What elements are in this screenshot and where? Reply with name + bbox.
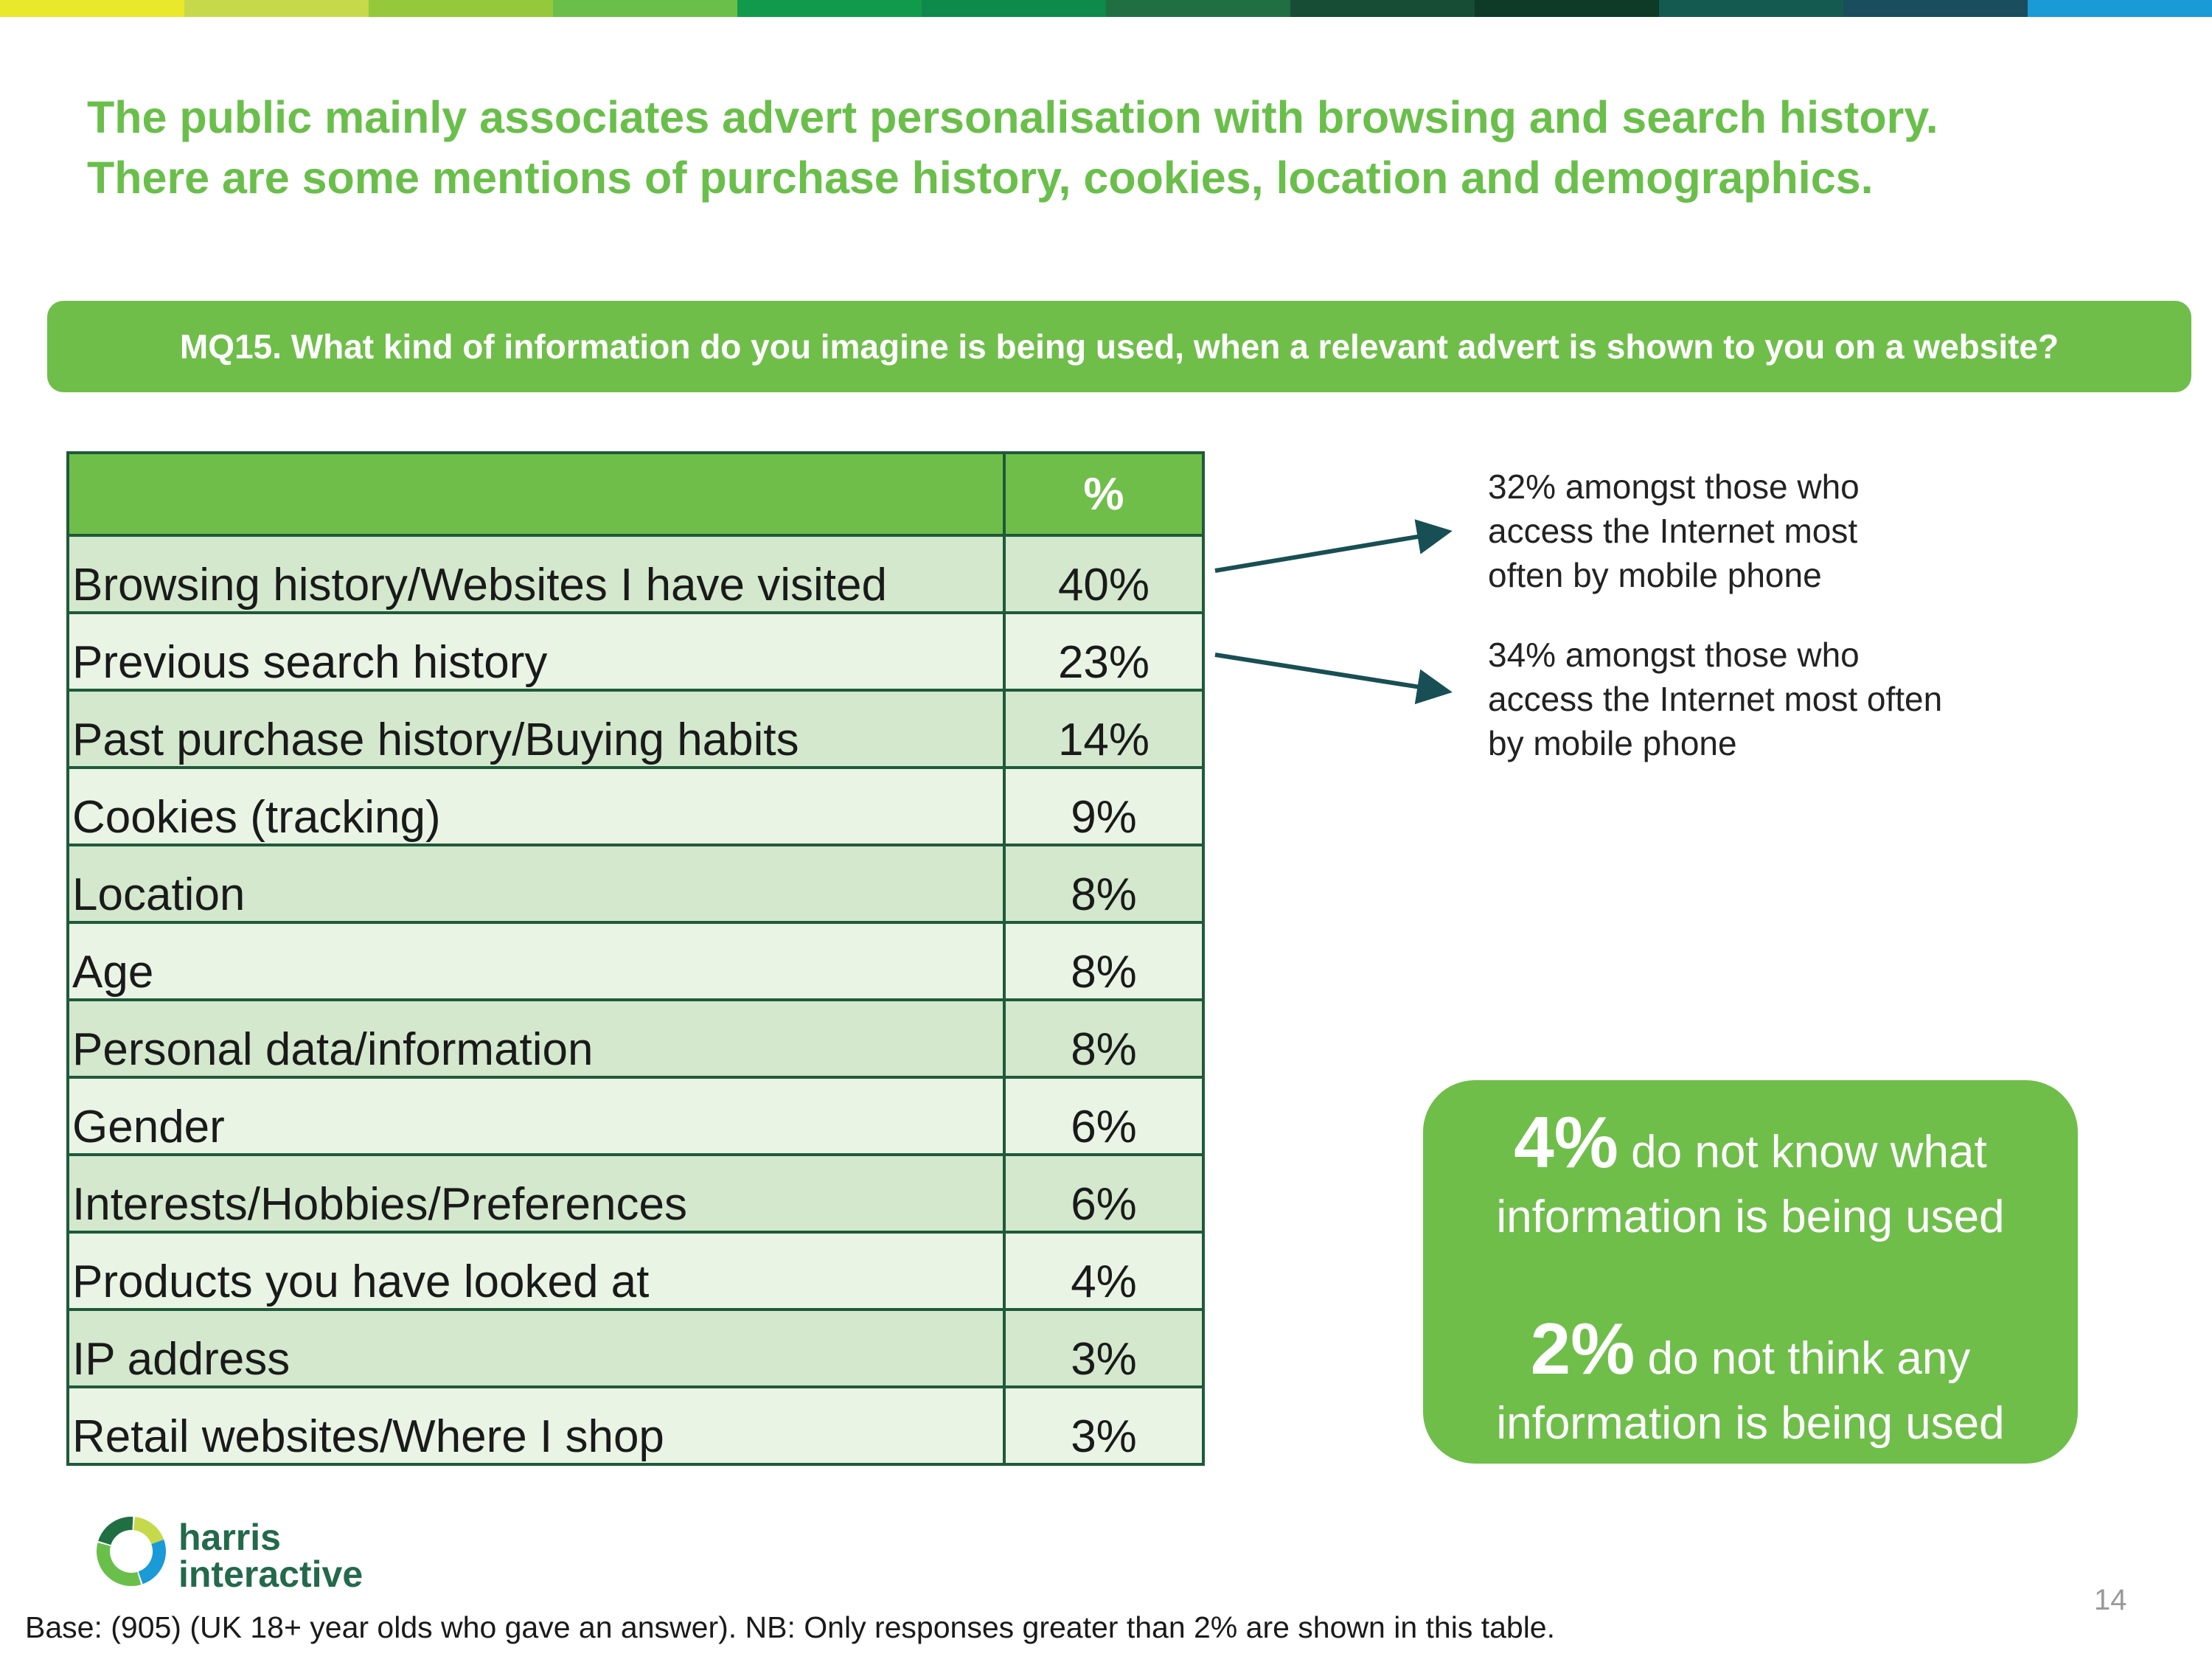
callout-line: often by mobile phone <box>1488 556 1822 594</box>
question-text: MQ15. What kind of information do you imagine is being used, when a relevant advert is shown to you on a website? <box>179 327 2059 366</box>
stat-percent: 2% <box>1530 1308 1635 1389</box>
row-label: Previous search history <box>68 613 1004 690</box>
question-banner <box>47 301 2191 392</box>
arrow-to-callout-1 <box>1215 532 1444 571</box>
headline-line-1: The public mainly associates advert personalisation with browsing and search history. <box>87 92 1938 142</box>
row-label: Personal data/information <box>68 1000 1004 1077</box>
row-label: Age <box>68 922 1004 1000</box>
table-row <box>68 690 1203 768</box>
table-row <box>68 768 1203 845</box>
row-percent: 6% <box>1004 1155 1203 1232</box>
table-row <box>68 1310 1203 1387</box>
brand-color-segment <box>2028 0 2212 17</box>
callout-line: access the Internet most often <box>1488 680 1943 718</box>
row-percent: 14% <box>1004 690 1203 768</box>
brand-color-segment <box>1659 0 1843 17</box>
brand-color-segment <box>1843 0 2028 17</box>
mobile-callout-search <box>1488 633 2048 765</box>
table-row <box>68 1155 1203 1232</box>
row-label: Browsing history/Websites I have visited <box>68 535 1004 613</box>
base-footnote: Base: (905) (UK 18+ year olds who gave an answer). NB: Only responses greater than 2% are shown in this table. <box>25 1610 1556 1644</box>
stat-text: do not know what <box>1631 1127 1987 1178</box>
table-row <box>68 613 1203 690</box>
callout-line: 32% amongst those who <box>1488 467 1860 506</box>
row-percent: 3% <box>1004 1310 1203 1387</box>
row-percent: 40% <box>1004 535 1203 613</box>
brand-color-bar <box>0 0 2212 17</box>
stat-text-line2: information is being used <box>1496 1192 2005 1242</box>
brand-color-segment <box>737 0 922 17</box>
brand-color-segment <box>0 0 184 17</box>
brand-color-segment <box>922 0 1106 17</box>
table-row <box>68 1077 1203 1155</box>
row-label: Gender <box>68 1077 1004 1155</box>
summary-stat-none <box>1423 1308 2078 1456</box>
logo-word-interactive: interactive <box>178 1554 364 1595</box>
row-label: Interests/Hobbies/Preferences <box>68 1155 1004 1232</box>
header-percent-cell: % <box>1004 453 1203 535</box>
results-table <box>66 451 1205 1466</box>
stat-text: do not think any <box>1647 1333 1971 1384</box>
row-percent: 4% <box>1004 1232 1203 1310</box>
table-row <box>68 922 1203 1000</box>
row-percent: 6% <box>1004 1077 1203 1155</box>
slide-headline <box>87 87 2166 208</box>
row-label: IP address <box>68 1310 1004 1387</box>
stat-text-line2: information is being used <box>1496 1398 2005 1449</box>
mobile-callout-browsing <box>1488 465 2048 597</box>
row-label: Retail websites/Where I shop <box>68 1387 1004 1464</box>
logo-ring-icon <box>93 1513 170 1590</box>
table-row <box>68 845 1203 922</box>
row-label: Cookies (tracking) <box>68 768 1004 845</box>
callout-line: by mobile phone <box>1488 724 1737 762</box>
brand-color-segment <box>553 0 737 17</box>
header-label-cell <box>68 453 1004 535</box>
callout-line: 34% amongst those who <box>1488 636 1860 674</box>
summary-stat-dont-know <box>1423 1102 2078 1250</box>
logo-word-harris: harris <box>178 1517 281 1558</box>
table-row <box>68 535 1203 613</box>
callout-line: access the Internet most <box>1488 512 1858 550</box>
table-header-row <box>68 453 1203 535</box>
row-percent: 8% <box>1004 845 1203 922</box>
row-percent: 23% <box>1004 613 1203 690</box>
row-percent: 8% <box>1004 1000 1203 1077</box>
brand-color-segment <box>184 0 369 17</box>
row-percent: 9% <box>1004 768 1203 845</box>
row-label: Location <box>68 845 1004 922</box>
table-body <box>68 535 1203 1464</box>
brand-color-segment <box>369 0 553 17</box>
table-row <box>68 1387 1203 1464</box>
brand-color-segment <box>1475 0 1659 17</box>
brand-color-segment <box>1106 0 1290 17</box>
headline-line-2: There are some mentions of purchase history, cookies, location and demographics. <box>87 153 1874 203</box>
table-row <box>68 1232 1203 1310</box>
table-row <box>68 1000 1203 1077</box>
stat-percent: 4% <box>1514 1102 1618 1183</box>
harris-interactive-logo <box>93 1513 417 1601</box>
arrow-to-callout-2 <box>1215 655 1444 691</box>
page-number: 14 <box>2094 1584 2127 1616</box>
row-percent: 8% <box>1004 922 1203 1000</box>
row-label: Products you have looked at <box>68 1232 1004 1310</box>
row-label: Past purchase history/Buying habits <box>68 690 1004 768</box>
summary-box <box>1423 1080 2078 1464</box>
brand-color-segment <box>1290 0 1475 17</box>
row-percent: 3% <box>1004 1387 1203 1464</box>
